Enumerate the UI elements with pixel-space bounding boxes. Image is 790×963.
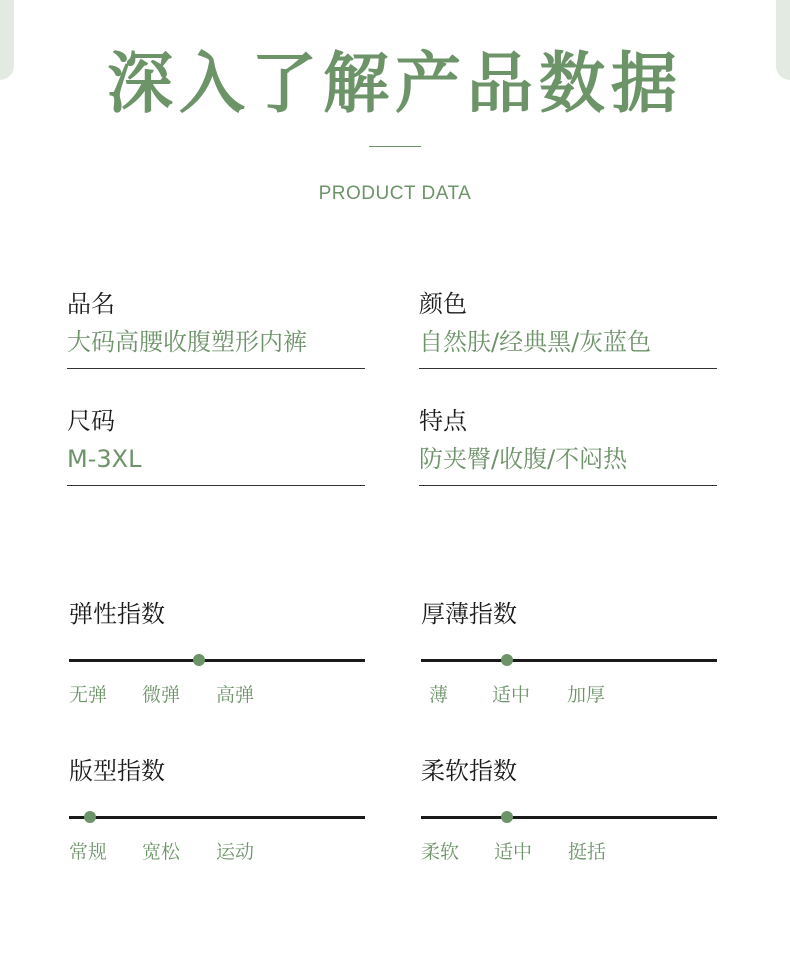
slider-thickness — [421, 597, 719, 710]
slider-softness — [421, 754, 719, 867]
page-title: 深入了解产品数据 — [107, 45, 683, 122]
slider-ticks — [69, 680, 367, 710]
slider-marker — [193, 654, 205, 666]
tick-label: 挺括 — [568, 841, 607, 863]
slider-fit — [69, 754, 367, 867]
title-divider — [369, 146, 421, 147]
field-underline — [67, 485, 365, 486]
field-underline — [67, 368, 365, 369]
field-label: 特点 — [419, 407, 467, 435]
field-product-name — [67, 286, 365, 369]
field-features — [419, 403, 717, 486]
page-subtitle: PRODUCT DATA — [318, 183, 472, 204]
field-underline — [419, 485, 717, 486]
slider-elasticity — [69, 597, 367, 710]
tick-label: 无弹 — [69, 684, 108, 706]
tick-label: 适中 — [494, 841, 533, 863]
field-label: 颜色 — [419, 290, 467, 318]
slider-ticks — [421, 680, 719, 710]
tick-label: 微弹 — [142, 684, 181, 706]
field-value: 防夹臀/收腹/不闷热 — [419, 445, 628, 473]
slider-ticks — [69, 837, 367, 867]
slider-label: 版型指数 — [69, 757, 165, 785]
slider-marker — [84, 811, 96, 823]
tick-label: 常规 — [69, 841, 108, 863]
slider-label: 柔软指数 — [421, 757, 517, 785]
tick-label: 高弹 — [216, 684, 255, 706]
slider-track — [69, 816, 365, 819]
field-label: 品名 — [67, 290, 115, 318]
slider-marker — [501, 654, 513, 666]
tick-label: 柔软 — [421, 841, 460, 863]
slider-label: 弹性指数 — [69, 600, 165, 628]
slider-track — [69, 659, 365, 662]
field-size — [67, 403, 365, 486]
slider-ticks — [421, 837, 719, 867]
tick-label: 适中 — [492, 684, 531, 706]
field-value: M-3XL — [67, 445, 142, 473]
tick-label: 加厚 — [567, 684, 606, 706]
field-value: 大码高腰收腹塑形内裤 — [67, 328, 307, 356]
slider-track — [421, 816, 717, 819]
field-underline — [419, 368, 717, 369]
slider-track — [421, 659, 717, 662]
field-label: 尺码 — [67, 407, 115, 435]
field-color — [419, 286, 717, 369]
tick-label: 薄 — [429, 684, 449, 706]
slider-marker — [501, 811, 513, 823]
slider-label: 厚薄指数 — [421, 600, 517, 628]
tick-label: 运动 — [216, 841, 255, 863]
tick-label: 宽松 — [142, 841, 181, 863]
field-value: 自然肤/经典黑/灰蓝色 — [419, 328, 652, 356]
